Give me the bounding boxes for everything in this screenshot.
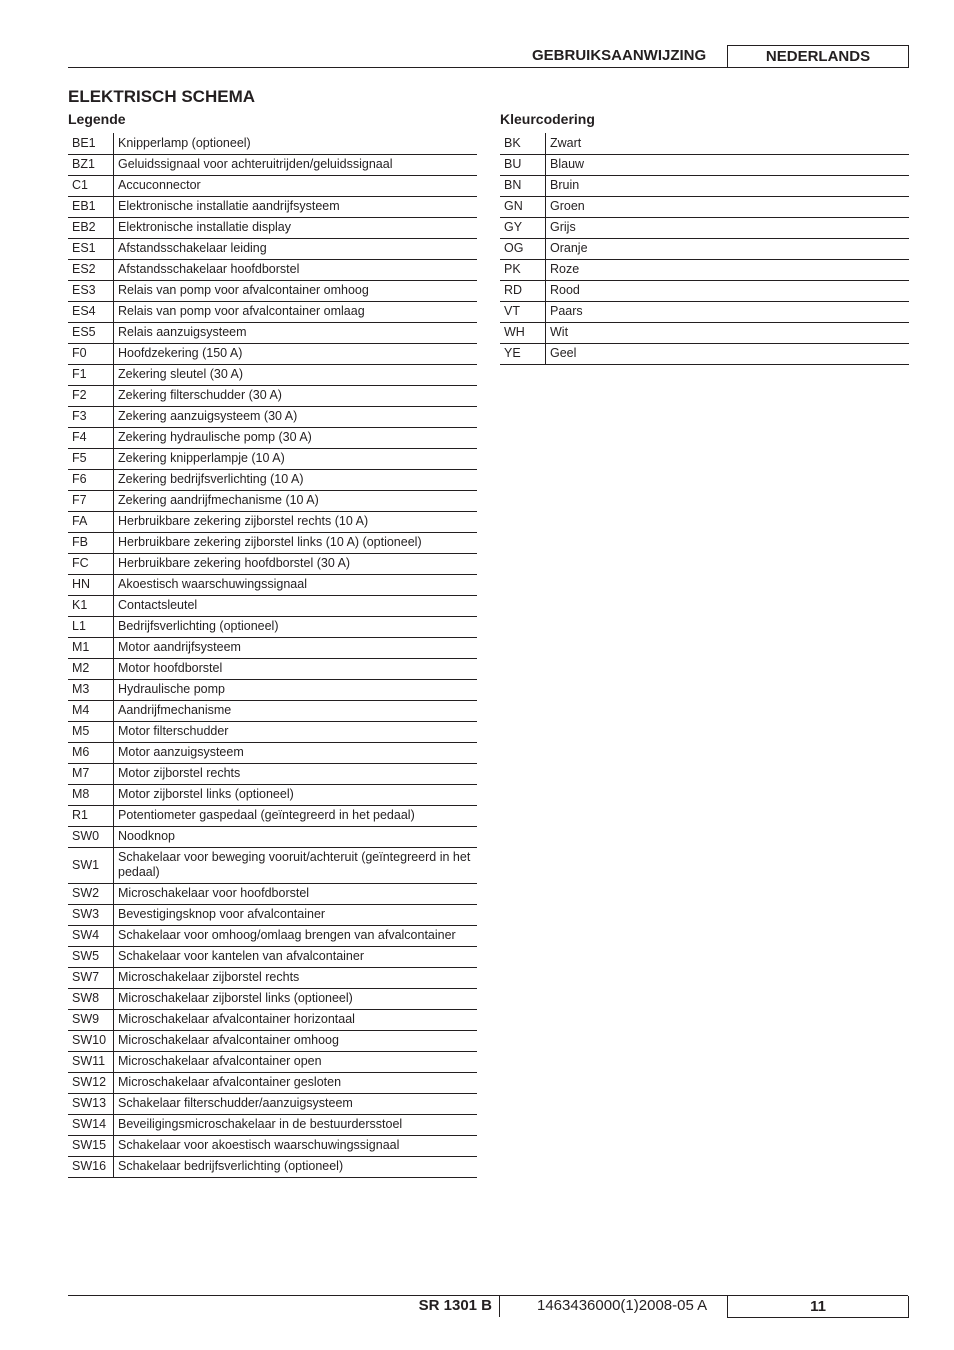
legend-row <box>68 196 477 217</box>
legend-row <box>68 532 477 553</box>
color-code-row-description: Roze <box>546 259 910 280</box>
legend-row-description: Microschakelaar afvalcontainer open <box>114 1051 478 1072</box>
legend-row-code: ES5 <box>68 322 114 343</box>
legend-row <box>68 259 477 280</box>
legend-row-description: Schakelaar voor omhoog/omlaag brengen van afvalcontainer <box>114 925 478 946</box>
legend-row <box>68 133 477 154</box>
legend-row-description: Potentiometer gaspedaal (geïntegreerd in het pedaal) <box>114 805 478 826</box>
footer-separator <box>499 1296 500 1317</box>
color-code-row-description: Grijs <box>546 217 910 238</box>
legend-row-description: Zekering sleutel (30 A) <box>114 364 478 385</box>
legend-row-code: F7 <box>68 490 114 511</box>
legend-row <box>68 511 477 532</box>
color-code-row-code: VT <box>500 301 546 322</box>
legend-row-description: Motor aanzuigsysteem <box>114 742 478 763</box>
model-name: SR 1301 B <box>418 1297 492 1314</box>
legend-row-code: M8 <box>68 784 114 805</box>
legend-row-description: Microschakelaar afvalcontainer omhoog <box>114 1030 478 1051</box>
legend-row-description: Motor zijborstel rechts <box>114 763 478 784</box>
legend-row-code: SW4 <box>68 925 114 946</box>
legend-row <box>68 826 477 847</box>
legend-row <box>68 946 477 967</box>
color-code-row <box>500 217 909 238</box>
legend-row-description: Afstandsschakelaar hoofdborstel <box>114 259 478 280</box>
legend-row-description: Zekering filterschudder (30 A) <box>114 385 478 406</box>
legend-row <box>68 700 477 721</box>
legend-table <box>68 133 477 1178</box>
color-code-row-code: BN <box>500 175 546 196</box>
legend-row-code: F5 <box>68 448 114 469</box>
legend-row-code: SW0 <box>68 826 114 847</box>
legend-row <box>68 406 477 427</box>
color-code-row-description: Rood <box>546 280 910 301</box>
color-code-row-description: Bruin <box>546 175 910 196</box>
legend-row-description: Knipperlamp (optioneel) <box>114 133 478 154</box>
color-coding-table <box>500 133 909 365</box>
legend-row-description: Schakelaar voor akoestisch waarschuwingssignaal <box>114 1135 478 1156</box>
legend-row-description: Microschakelaar afvalcontainer gesloten <box>114 1072 478 1093</box>
color-code-row-code: RD <box>500 280 546 301</box>
legend-row <box>68 925 477 946</box>
legend-row <box>68 742 477 763</box>
legend-row <box>68 883 477 904</box>
legend-row-code: FA <box>68 511 114 532</box>
legend-row-code: ES2 <box>68 259 114 280</box>
legend-row <box>68 469 477 490</box>
legend-row-code: M6 <box>68 742 114 763</box>
legend-row-code: M2 <box>68 658 114 679</box>
color-code-row <box>500 154 909 175</box>
legend-row-code: EB1 <box>68 196 114 217</box>
color-coding-title: Kleurcodering <box>500 111 595 127</box>
legend-row <box>68 1030 477 1051</box>
legend-row-description: Herbruikbare zekering zijborstel rechts (10 A) <box>114 511 478 532</box>
legend-row-code: SW13 <box>68 1093 114 1114</box>
legend-row-code: SW11 <box>68 1051 114 1072</box>
legend-row-description: Motor hoofdborstel <box>114 658 478 679</box>
legend-row-description: Motor aandrijfsysteem <box>114 637 478 658</box>
legend-row-code: ES1 <box>68 238 114 259</box>
legend-row-description: Aandrijfmechanisme <box>114 700 478 721</box>
color-code-row-code: BK <box>500 133 546 154</box>
legend-row-description: Herbruikbare zekering hoofdborstel (30 A) <box>114 553 478 574</box>
legend-row-code: SW1 <box>68 847 114 883</box>
legend-row-description: Bevestigingsknop voor afvalcontainer <box>114 904 478 925</box>
legend-row-code: SW5 <box>68 946 114 967</box>
legend-row <box>68 1009 477 1030</box>
legend-row-description: Microschakelaar zijborstel links (optioneel) <box>114 988 478 1009</box>
color-code-row <box>500 259 909 280</box>
legend-row-description: Afstandsschakelaar leiding <box>114 238 478 259</box>
legend-row-description: Akoestisch waarschuwingssignaal <box>114 574 478 595</box>
legend-row-code: F1 <box>68 364 114 385</box>
color-code-row-code: GY <box>500 217 546 238</box>
legend-row <box>68 763 477 784</box>
legend-row-description: Motor zijborstel links (optioneel) <box>114 784 478 805</box>
color-code-row <box>500 322 909 343</box>
legend-row-code: SW10 <box>68 1030 114 1051</box>
color-code-row <box>500 133 909 154</box>
legend-row-code: ES4 <box>68 301 114 322</box>
legend-row-code: SW15 <box>68 1135 114 1156</box>
legend-row-description: Beveiligingsmicroschakelaar in de bestuurdersstoel <box>114 1114 478 1135</box>
color-code-row-description: Zwart <box>546 133 910 154</box>
color-code-row <box>500 343 909 364</box>
color-code-row-code: WH <box>500 322 546 343</box>
legend-row <box>68 322 477 343</box>
legend-row-code: FB <box>68 532 114 553</box>
legend-row <box>68 280 477 301</box>
legend-row <box>68 364 477 385</box>
legend-row-description: Elektronische installatie aandrijfsysteem <box>114 196 478 217</box>
legend-row-description: Motor filterschudder <box>114 721 478 742</box>
legend-row-description: Relais aanzuigsysteem <box>114 322 478 343</box>
legend-row-description: Herbruikbare zekering zijborstel links (10 A) (optioneel) <box>114 532 478 553</box>
legend-row-description: Zekering aanzuigsysteem (30 A) <box>114 406 478 427</box>
legend-row <box>68 658 477 679</box>
legend-row-code: SW2 <box>68 883 114 904</box>
legend-row <box>68 448 477 469</box>
legend-row <box>68 553 477 574</box>
legend-row-description: Accuconnector <box>114 175 478 196</box>
legend-row <box>68 1093 477 1114</box>
legend-row-code: HN <box>68 574 114 595</box>
legend-row-description: Schakelaar voor beweging vooruit/achteruit (geïntegreerd in het pedaal) <box>114 847 478 883</box>
color-code-row <box>500 238 909 259</box>
legend-row <box>68 1051 477 1072</box>
legend-row-code: SW14 <box>68 1114 114 1135</box>
legend-row-description: Zekering aandrijfmechanisme (10 A) <box>114 490 478 511</box>
legend-row-code: SW9 <box>68 1009 114 1030</box>
legend-row-description: Schakelaar filterschudder/aanzuigsysteem <box>114 1093 478 1114</box>
color-code-row <box>500 280 909 301</box>
legend-row-code: M5 <box>68 721 114 742</box>
legend-row-code: BE1 <box>68 133 114 154</box>
legend-row-code: SW3 <box>68 904 114 925</box>
color-code-row <box>500 196 909 217</box>
page-number: 11 <box>727 1296 909 1318</box>
legend-row-description: Schakelaar voor kantelen van afvalcontainer <box>114 946 478 967</box>
legend-row <box>68 175 477 196</box>
legend-row <box>68 904 477 925</box>
language-label: NEDERLANDS <box>727 45 909 68</box>
legend-row-code: EB2 <box>68 217 114 238</box>
legend-row-code: SW8 <box>68 988 114 1009</box>
legend-row <box>68 1135 477 1156</box>
legend-row-description: Elektronische installatie display <box>114 217 478 238</box>
legend-row-description: Microschakelaar afvalcontainer horizontaal <box>114 1009 478 1030</box>
color-code-row-description: Blauw <box>546 154 910 175</box>
legend-row <box>68 385 477 406</box>
legend-row <box>68 847 477 883</box>
legend-row <box>68 154 477 175</box>
header-divider <box>68 67 908 68</box>
legend-row-code: L1 <box>68 616 114 637</box>
legend-row-code: F0 <box>68 343 114 364</box>
legend-row-description: Microschakelaar zijborstel rechts <box>114 967 478 988</box>
legend-row-code: FC <box>68 553 114 574</box>
legend-row-code: SW12 <box>68 1072 114 1093</box>
legend-row <box>68 238 477 259</box>
legend-row-code: C1 <box>68 175 114 196</box>
legend-row-code: K1 <box>68 595 114 616</box>
document-type-label: GEBRUIKSAANWIJZING <box>532 47 707 64</box>
color-code-row <box>500 301 909 322</box>
legend-row <box>68 343 477 364</box>
legend-row-code: M4 <box>68 700 114 721</box>
legend-row-code: SW16 <box>68 1156 114 1177</box>
color-code-row-code: PK <box>500 259 546 280</box>
document-code: 1463436000(1)2008-05 A <box>537 1297 708 1314</box>
legend-row-description: Bedrijfsverlichting (optioneel) <box>114 616 478 637</box>
legend-row <box>68 721 477 742</box>
color-code-row <box>500 175 909 196</box>
legend-row-description: Microschakelaar voor hoofdborstel <box>114 883 478 904</box>
section-title: ELEKTRISCH SCHEMA <box>68 87 256 106</box>
legend-row-code: F4 <box>68 427 114 448</box>
color-code-row-code: YE <box>500 343 546 364</box>
legend-row-description: Zekering knipperlampje (10 A) <box>114 448 478 469</box>
legend-row-code: M7 <box>68 763 114 784</box>
legend-row-code: F6 <box>68 469 114 490</box>
legend-row-code: SW7 <box>68 967 114 988</box>
legend-row-code: BZ1 <box>68 154 114 175</box>
legend-row-code: ES3 <box>68 280 114 301</box>
legend-row <box>68 1072 477 1093</box>
legend-row-code: F3 <box>68 406 114 427</box>
color-code-row-code: OG <box>500 238 546 259</box>
legend-row <box>68 1114 477 1135</box>
legend-row-code: M3 <box>68 679 114 700</box>
legend-row-code: F2 <box>68 385 114 406</box>
color-code-row-description: Wit <box>546 322 910 343</box>
color-code-row-description: Oranje <box>546 238 910 259</box>
legend-row <box>68 595 477 616</box>
legend-row <box>68 301 477 322</box>
legend-row-description: Contactsleutel <box>114 595 478 616</box>
legend-row-description: Zekering hydraulische pomp (30 A) <box>114 427 478 448</box>
color-code-row-description: Groen <box>546 196 910 217</box>
legend-row-description: Geluidssignaal voor achteruitrijden/geluidssignaal <box>114 154 478 175</box>
legend-row <box>68 679 477 700</box>
legend-row <box>68 427 477 448</box>
legend-row-description: Schakelaar bedrijfsverlichting (optioneel) <box>114 1156 478 1177</box>
legend-row-description: Relais van pomp voor afvalcontainer omhoog <box>114 280 478 301</box>
color-code-row-code: GN <box>500 196 546 217</box>
color-code-row-description: Geel <box>546 343 910 364</box>
legend-row-description: Hydraulische pomp <box>114 679 478 700</box>
color-code-row-code: BU <box>500 154 546 175</box>
legend-row-description: Noodknop <box>114 826 478 847</box>
legend-row <box>68 1156 477 1177</box>
legend-row-description: Hoofdzekering (150 A) <box>114 343 478 364</box>
legend-row <box>68 490 477 511</box>
color-code-row-description: Paars <box>546 301 910 322</box>
legend-row-code: R1 <box>68 805 114 826</box>
legend-row <box>68 217 477 238</box>
legend-row <box>68 967 477 988</box>
legend-row <box>68 988 477 1009</box>
legend-row-description: Zekering bedrijfsverlichting (10 A) <box>114 469 478 490</box>
legend-row <box>68 574 477 595</box>
legend-row <box>68 637 477 658</box>
legend-row-description: Relais van pomp voor afvalcontainer omlaag <box>114 301 478 322</box>
legend-row <box>68 784 477 805</box>
legend-title: Legende <box>68 111 126 127</box>
legend-row <box>68 616 477 637</box>
legend-row-code: M1 <box>68 637 114 658</box>
legend-row <box>68 805 477 826</box>
